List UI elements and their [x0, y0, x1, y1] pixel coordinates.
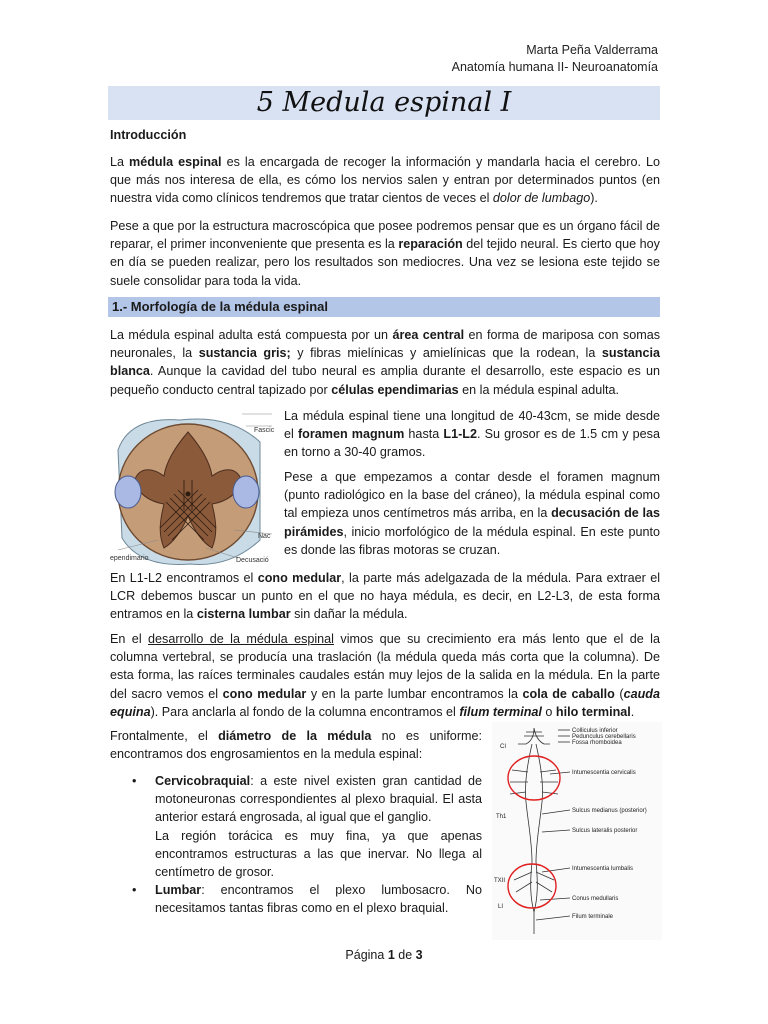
figure2-label-intumescentia-cervicalis: Intumescentia cervicalis [572, 770, 636, 776]
figure2-label-colliculus: Colliculus inferior [572, 728, 618, 734]
current-page-number: 1 [387, 948, 395, 962]
figure2-label-sulcus-medianus: Sulcus medianus (posterior) [572, 808, 647, 814]
morphology-paragraph-2: La médula espinal tiene una longitud de 40-43cm, se mide desde el foramen magnum hasta L1-L2. Su grosor es de 1.5 cm y pesa en torno a 30-40 gramos. [284, 409, 660, 460]
figure2-label-filum-terminale: Filum terminale [572, 914, 614, 920]
morphology-paragraph-5: En el desarrollo de la médula espinal vimos que su crecimiento era más lento que el de la columna vertebral, se producía una traslación (la médula queda más corta que la columna). De esta forma, las raíces terminales caudales están muy lejos de la salida en la médula. En la parte del sacro vemos el cono medular y en la parte lumbar encontramos la cola de caballo (cauda equina). Para anclarla al fondo de la columna encontramos el filum terminal o hilo terminal. [110, 632, 661, 719]
spinal-cord-posterior-view-image [492, 722, 662, 940]
bullet: • [132, 883, 137, 898]
intro-heading: Introducción [110, 128, 187, 142]
figure1-label-ependimario: ependimario [110, 555, 149, 562]
course-name: Anatomía humana II- Neuroanatomía [451, 60, 658, 74]
figure2-label-ci: CI [500, 744, 506, 750]
figure2-label-li: LI [498, 904, 504, 910]
intro-paragraph-1: La médula espinal es la encargada de recoger la información y mandarla hacia el cerebro. Lo que más nos interesa de ella, es cómo los nervios salen y entran por determinados puntos (en nuestra vida como clínicos tendremos que tratar cientos de veces el dolor de lumbago). [110, 155, 660, 206]
figure1-label-decusacion: Decusació [236, 557, 269, 564]
figure2-label-conus-medullaris: Conus medullaris [572, 896, 619, 902]
bullet: • [132, 774, 137, 788]
author-name: Marta Peña Valderrama [526, 43, 658, 57]
figure1-label-nac: Nac [258, 533, 271, 540]
spinal-cord-cross-section-image [110, 410, 280, 570]
figure2-label-pedunculus: Pedunculus cerebellaris [572, 734, 636, 740]
figure2-label-th1: Th1 [496, 814, 507, 820]
morphology-paragraph-1: La médula espinal adulta está compuesta por un área central en forma de mariposa con somas neuronales, la sustancia gris; y fibras mielínicas y amielínicas que la rodean, la sustancia blanca. Aunque la cavidad del tubo neural es amplia durante el desarrollo, este espacio es un pequeño conducto central tapizado por células ependimarias en la médula espinal adulta. [110, 328, 661, 397]
figure1-label-fascic: Fascic [254, 427, 275, 434]
figure2-label-sulcus-lateralis: Sulcus lateralis posterior [572, 828, 638, 834]
section-heading-bar [108, 297, 660, 317]
page-title: 5 Medula espinal I [256, 87, 512, 118]
enlargements-list [110, 772, 482, 918]
figure2-label-fossa: Fossa rhomboidea [572, 740, 622, 746]
total-pages: 3 [415, 948, 423, 962]
section-title: 1.- Morfología de la médula espinal [112, 299, 328, 314]
morphology-paragraph-6: Frontalmente, el diámetro de la médula no es uniforme: encontramos dos engrosamientos en la medula espinal: [110, 729, 483, 762]
list-item-cervicobraquial: • Cervicobraquial: a este nivel existen gran cantidad de motoneuronas correspondientes al plexo braquial. El asta anterior estará engrosada, al igual que el ganglio. La región torácica es muy fina, ya que apenas encontramos estructuras a las que inervar. No llega al centímetro de grosor. [132, 774, 482, 880]
intro-paragraph-2: Pese a que por la estructura macroscópica que posee podremos pensar que es un órgano fácil de reparar, el primer inconveniente que presenta es la reparación del tejido neural. Es cierto que hoy en día se pueden realizar, pero los resultados son mediocres. Una vez se lesiona este tejido se suele consolidar para toda la vida. [110, 219, 660, 288]
list-item-lumbar: • Lumbar: encontramos el plexo lumbosacro. No necesitamos tantas fibras como en el plexo braquial. [132, 883, 482, 916]
morphology-paragraph-3: Pese a que empezamos a contar desde el foramen magnum (punto radiológico en la base del cráneo), la médula espinal como tal empieza unos centímetros más arriba, en la decusación de las pirámides, inicio morfológico de la médula espinal. En este punto es donde las fibras motoras se cruzan. [284, 470, 660, 557]
figure2-label-intumescentia-lumbalis: Intumescentia lumbalis [572, 866, 634, 872]
figure2-label-txii: TXII [494, 878, 506, 884]
title-bar [108, 86, 660, 120]
page-header [452, 42, 658, 76]
page-footer: Página 1 de 3 [345, 948, 423, 962]
morphology-paragraph-4: En L1-L2 encontramos el cono medular, la parte más adelgazada de la médula. Para extraer el LCR debemos buscar un punto en el que no haya médula, es decir, en L2-L3, de esta forma entramos en la cisterna lumbar sin dañar la médula. [110, 571, 660, 622]
